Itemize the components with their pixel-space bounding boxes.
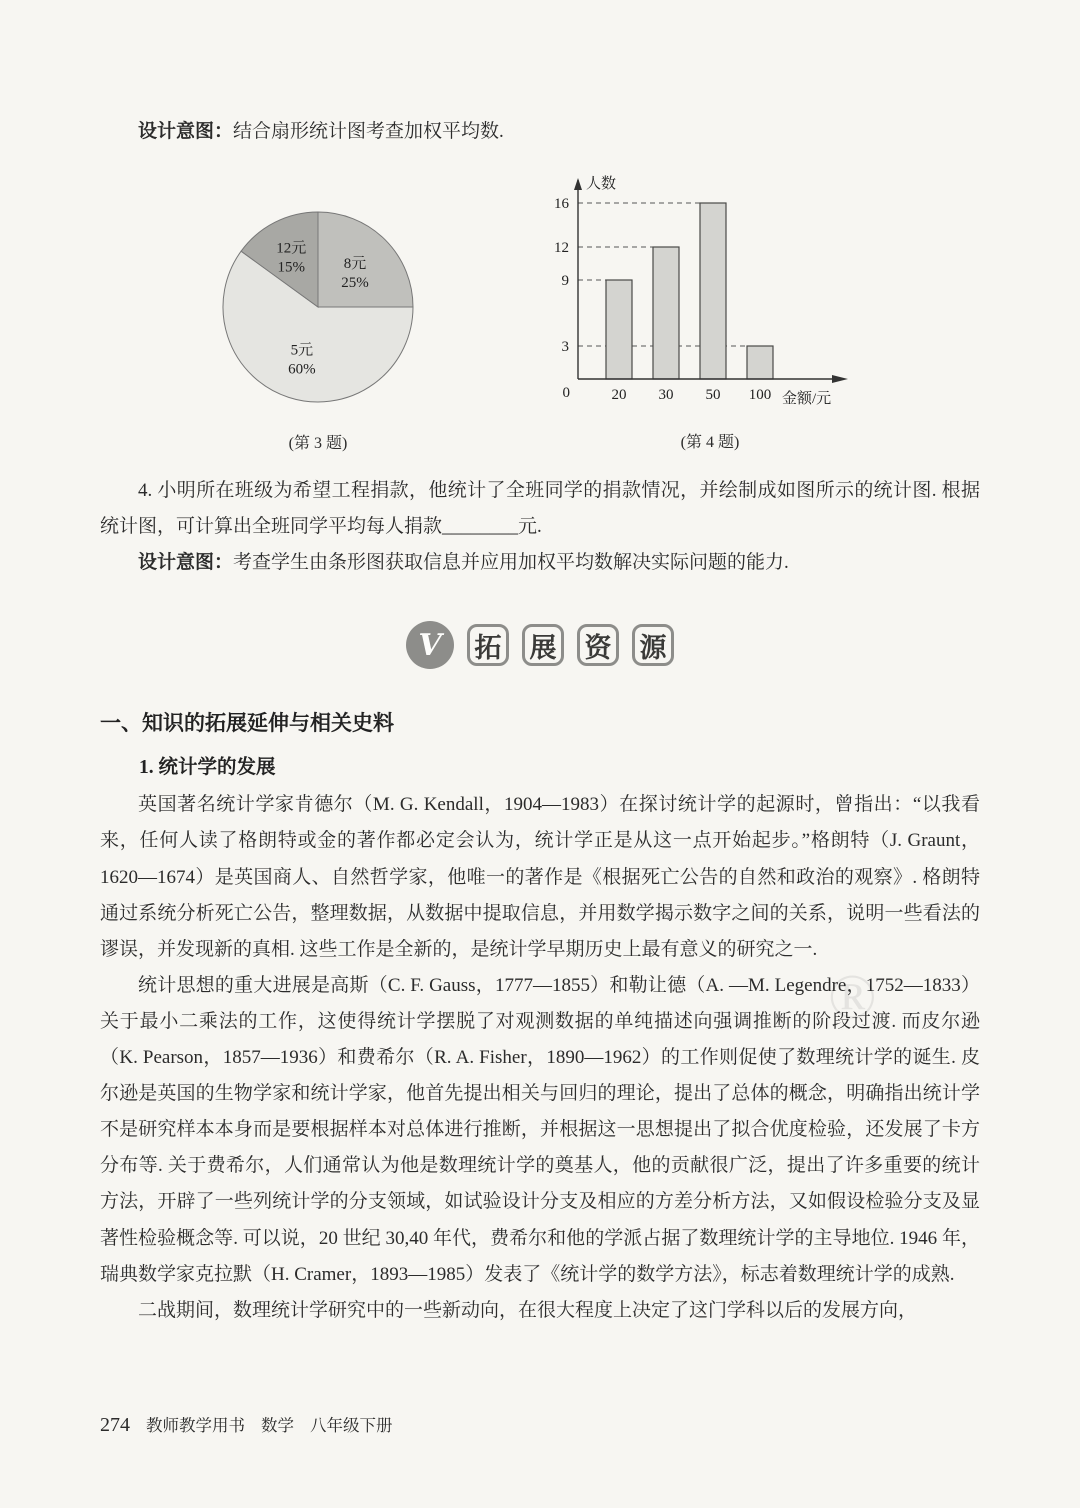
y-tick-label: 3 xyxy=(561,339,569,356)
x-tick-label: 20 xyxy=(611,387,627,404)
bar xyxy=(653,247,679,379)
x-tick-label: 50 xyxy=(705,387,721,404)
design-intent-text: 考查学生由条形图获取信息并应用加权平均数解决实际问题的能力. xyxy=(233,552,789,574)
publisher-watermark: ® xyxy=(828,961,877,1032)
question-4-text: 4. 小明所在班级为希望工程捐款，他统计了全班同学的捐款情况，并绘制成如图所示的统计图. 根据统计图，可计算出全班同学平均每人捐款________元. xyxy=(100,480,980,538)
badge-char-3: 资 xyxy=(577,624,619,666)
history-paragraph-1: 英国著名统计学家肯德尔（M. G. Kendall，1904—1983）在探讨统计学的起源时，曾指出：“以我看来，任何人读了格朗特或金的著作都必定会认为，统计学正是从这一点开始起步。”格朗特（J. Graunt，1620—1674）是英国商人、自然哲学家，他唯一的著作是《根据死亡公告的自然和政治的观察》. 格朗特通过系统分析死亡公告，整理数据，从数据中提取信息，并用数学揭示数字之间的关系，说明一些看法的谬误，并发现新的真相. 这些工作是全新的，是统计学早期历史上最有意义的研究之一. xyxy=(100,794,980,960)
design-intent-label: 设计意图： xyxy=(138,552,234,574)
badge-char-4: 源 xyxy=(632,624,674,666)
y-tick-label: 16 xyxy=(554,196,569,213)
pie-chart-caption: (第 3 题) xyxy=(288,435,348,453)
subsection-heading: 1. 统计学的发展 xyxy=(139,757,276,779)
footer-book-title: 教师教学用书 xyxy=(146,1417,245,1435)
footer-subject: 数学 xyxy=(261,1417,294,1435)
pie-slice-label: 8元 25% xyxy=(341,256,369,292)
origin-label: 0 xyxy=(562,385,570,402)
bar xyxy=(700,203,726,379)
bar-chart xyxy=(530,164,890,414)
y-tick-label: 9 xyxy=(561,273,569,290)
x-axis-arrow xyxy=(832,375,848,383)
x-tick-label: 30 xyxy=(658,387,674,404)
pie-slice-label: 12元 15% xyxy=(276,240,307,276)
design-intent-text: 结合扇形统计图考查加权平均数. xyxy=(233,121,504,142)
design-intent-label: 设计意图： xyxy=(138,121,234,142)
y-axis-arrow xyxy=(574,178,582,190)
page-footer xyxy=(100,1412,393,1437)
pie-chart xyxy=(198,200,438,415)
badge-char-1: 拓 xyxy=(467,624,509,666)
bar-chart-figure xyxy=(530,164,890,452)
page-number: 274 xyxy=(100,1414,130,1436)
section-v-badge xyxy=(100,621,980,669)
pie-chart-figure xyxy=(198,164,438,453)
pie-slice-label: 5元 60% xyxy=(288,342,316,378)
y-axis-label: 人数 xyxy=(586,176,617,193)
bar xyxy=(606,280,632,379)
badge-char-2: 展 xyxy=(522,624,564,666)
x-axis-label: 金额/元 xyxy=(782,391,832,408)
design-intent-q3 xyxy=(100,114,980,150)
bar xyxy=(747,346,773,379)
section-heading: 一、知识的拓展延伸与相关史料 xyxy=(100,712,394,736)
history-paragraph-3: 二战期间，数理统计学研究中的一些新动向，在很大程度上决定了这门学科以后的发展方向， xyxy=(138,1299,918,1321)
x-tick-label: 100 xyxy=(748,387,772,404)
bar-chart-caption: (第 4 题) xyxy=(680,434,740,452)
charts-row xyxy=(100,164,980,453)
section-numeral-badge: Ⅴ xyxy=(406,621,454,669)
footer-volume: 八年级下册 xyxy=(310,1417,393,1435)
y-tick-label: 12 xyxy=(554,240,569,257)
design-intent-q4 xyxy=(100,545,980,581)
history-paragraph-2: 统计思想的重大进展是高斯（C. F. Gauss，1777—1855）和勒让德（A. —M. Legendre，1752—1833）关于最小二乘法的工作，这使得统计学摆脱了对观测数据的单纯描述向强调推断的阶段过渡. 而皮尔逊（K. Pearson，1857—1936）和费希尔（R. A. Fisher，1890—1962）的工作则促使了数理统计学的诞生. 皮尔逊是英国的生物学家和统计学家，他首先提出相关与回归的理论，提出了总体的概念，明确指出统计学不是研究样本本身而是要根据样本对总体进行推断，并根据这一思想提出了拟合优度检验，还发展了卡方分布等. 关于费希尔，人们通常认为他是数理统计学的奠基人，他的贡献很广泛，提出了许多重要的统计方法，开辟了一些列统计学的分支领域，如试验设计分支及相应的方差分析方法，又如假设检验分支及显著性检验概念等. 可以说，20 世纪 30,40 年代，费希尔和他的学派占据了数理统计学的主导地位. 1946 年，瑞典数学家克拉默（H. Cramer，1893—1985）发表了《统计学的数学方法》，标志着数理统计学的成熟. xyxy=(100,974,980,1285)
